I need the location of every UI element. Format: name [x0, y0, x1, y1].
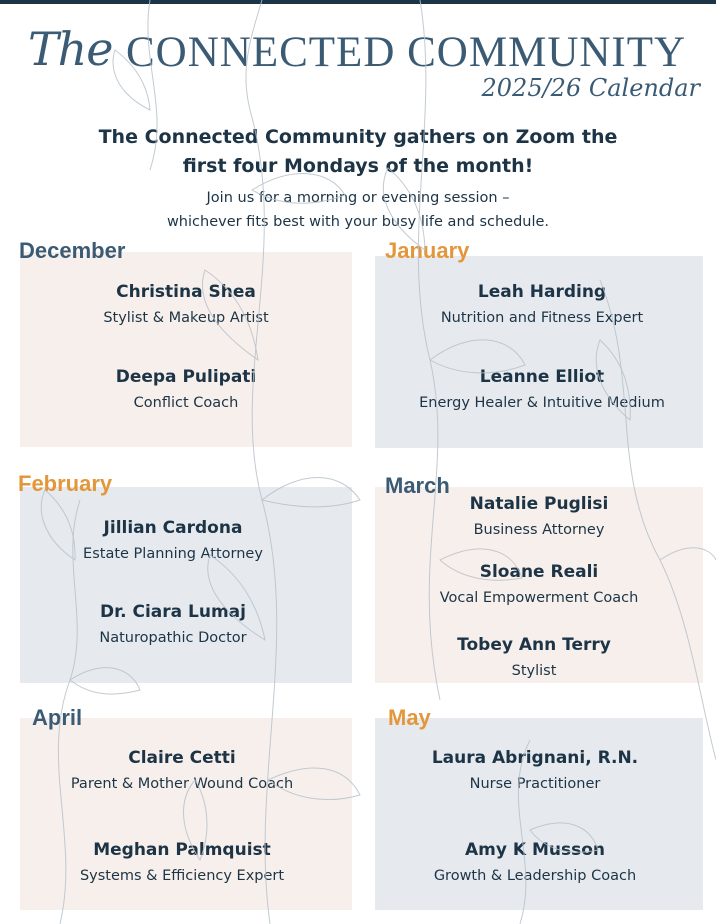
speaker-entry — [375, 491, 703, 543]
speaker-entry — [375, 632, 693, 684]
speaker-name: Sloane Reali — [479, 562, 599, 582]
speaker-name: Leanne Elliot — [479, 367, 605, 387]
speaker-name: Claire Cetti — [128, 748, 236, 768]
speaker-entry — [16, 837, 348, 889]
speaker-name: Deepa Pulipati — [115, 367, 257, 387]
speaker-name: Meghan Palmquist — [93, 840, 271, 860]
month-label-march: March — [385, 473, 450, 498]
intro-headline-line2: first four Mondays of the month! — [182, 155, 534, 177]
speaker-role: Growth & Leadership Coach — [433, 868, 637, 884]
speaker-entry — [7, 599, 339, 651]
speaker-name: Christina Shea — [116, 282, 256, 302]
speaker-entry — [7, 515, 339, 567]
speaker-role: Business Attorney — [473, 522, 605, 538]
intro-headline-line1: The Connected Community gathers on Zoom the — [98, 126, 618, 148]
speaker-name: Laura Abrignani, R.N. — [431, 748, 639, 768]
month-label-february: February — [18, 471, 113, 496]
speaker-entry — [375, 279, 709, 331]
page-title: CONNECTED COMMUNITY — [126, 29, 687, 76]
speaker-entry — [371, 745, 699, 797]
speaker-role: Conflict Coach — [133, 395, 239, 411]
speaker-entry — [20, 364, 352, 416]
speaker-name: Jillian Cardona — [103, 518, 243, 538]
title-script: The — [28, 22, 113, 76]
speaker-entry — [371, 837, 699, 889]
speaker-name: Dr. Ciara Lumaj — [100, 602, 246, 622]
calendar-subtitle: 2025/26 Calendar — [481, 74, 700, 102]
month-label-april: April — [32, 705, 83, 730]
speaker-name: Leah Harding — [477, 282, 607, 302]
speaker-role: Energy Healer & Intuitive Medium — [419, 395, 665, 411]
speaker-role: Nurse Practitioner — [469, 776, 601, 792]
speaker-name: Natalie Puglisi — [469, 494, 609, 514]
speaker-role: Vocal Empowerment Coach — [439, 590, 639, 606]
speaker-entry — [375, 364, 709, 416]
speaker-entry — [16, 745, 348, 797]
speaker-role: Stylist & Makeup Artist — [103, 310, 269, 326]
intro-text-line1: Join us for a morning or evening session – — [206, 190, 510, 206]
month-label-january: January — [385, 238, 470, 263]
speaker-role: Systems & Efficiency Expert — [79, 868, 285, 884]
speaker-role: Estate Planning Attorney — [83, 546, 263, 562]
month-label-may: May — [388, 705, 431, 730]
speaker-role: Stylist — [511, 663, 557, 679]
speaker-name: Tobey Ann Terry — [457, 635, 611, 655]
speaker-entry — [375, 559, 703, 611]
speaker-role: Naturopathic Doctor — [99, 630, 247, 646]
month-label-december: December — [19, 238, 126, 263]
speaker-entry — [20, 279, 352, 331]
speaker-role: Parent & Mother Wound Coach — [70, 776, 294, 792]
speaker-role: Nutrition and Fitness Expert — [440, 310, 644, 326]
intro-text-line2: whichever fits best with your busy life and schedule. — [166, 214, 550, 230]
speaker-name: Amy K Musson — [464, 840, 605, 860]
